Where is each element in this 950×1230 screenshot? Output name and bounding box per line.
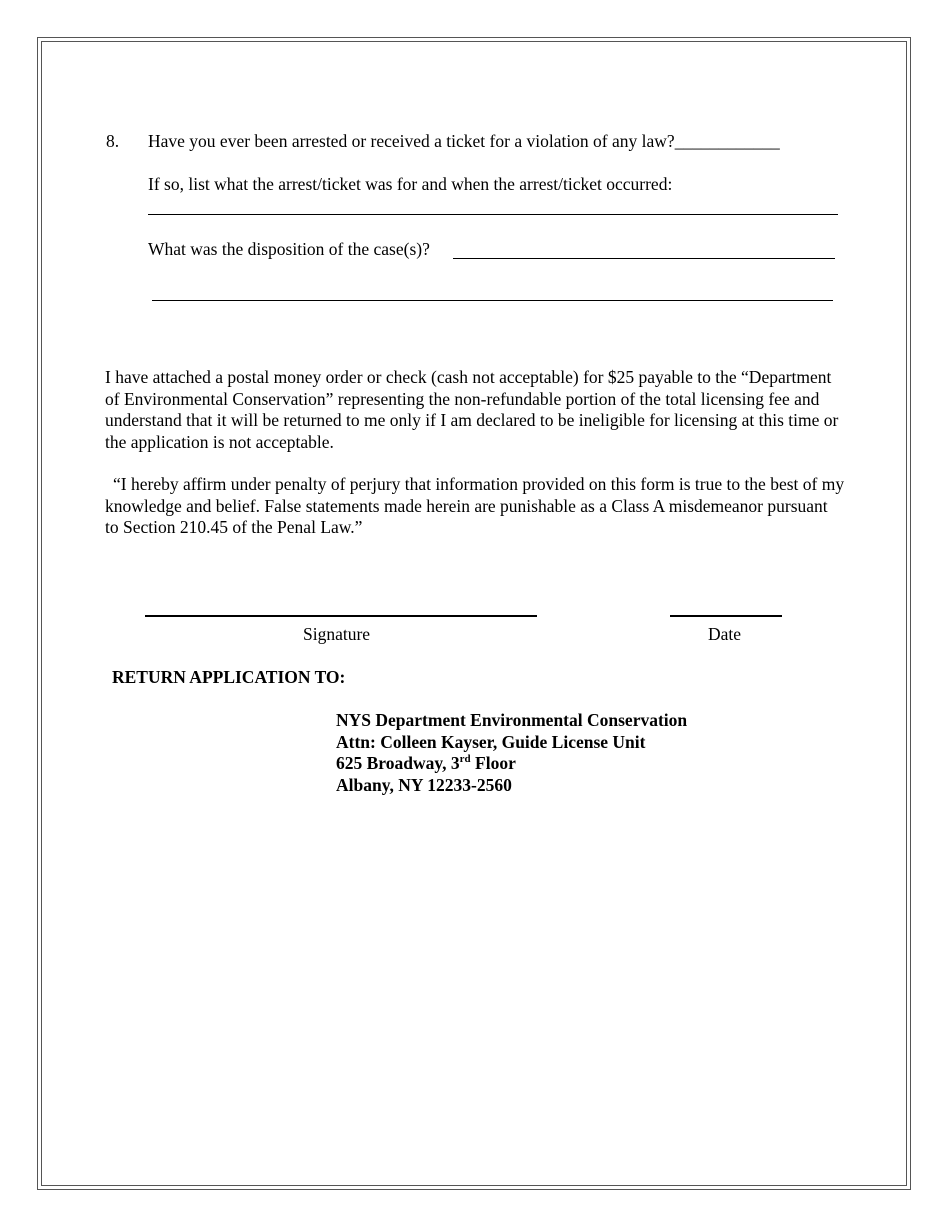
return-application-heading: RETURN APPLICATION TO:	[112, 667, 346, 687]
question-number: 8.	[106, 131, 120, 151]
address-line-city: Albany, NY 12233-2560	[336, 774, 512, 795]
address-line-department: NYS Department Environmental Conservation	[336, 710, 688, 730]
arrest-details-field[interactable]	[148, 214, 838, 215]
page-border-inner	[41, 41, 907, 1186]
disposition-prompt: What was the disposition of the case(s)?	[148, 239, 430, 259]
date-field[interactable]	[670, 615, 782, 617]
signature-label: Signature	[303, 624, 371, 644]
fee-statement: I have attached a postal money order or check (cash not acceptable) for $25 payable to the “Department of Environmental Conservation” representing the non-refundable portion of the total licensing fee and understand that it will be returned to me only if I am declared to be ineligible for licensing at this time or the application is not acceptable.	[105, 367, 839, 452]
perjury-affirmation: “I hereby affirm under penalty of perjury that information provided on this form is true to the best of my knowledge and belief. False statements made herein are punishable as a Class A misdemeanor pursuant to Section 210.45 of the Penal Law.”	[105, 474, 845, 537]
disposition-field-continued[interactable]	[152, 300, 833, 301]
date-label: Date	[708, 624, 742, 644]
disposition-field[interactable]	[453, 258, 835, 259]
signature-field[interactable]	[145, 615, 537, 617]
address-line-attention: Attn: Colleen Kayser, Guide License Unit	[336, 731, 646, 752]
address-line-street: 625 Broadway, 3rd Floor	[336, 753, 516, 773]
return-address	[336, 710, 687, 796]
arrest-details-prompt: If so, list what the arrest/ticket was for and when the arrest/ticket occurred:	[148, 174, 673, 194]
arrest-question: Have you ever been arrested or received a ticket for a violation of any law?____________	[148, 131, 780, 151]
